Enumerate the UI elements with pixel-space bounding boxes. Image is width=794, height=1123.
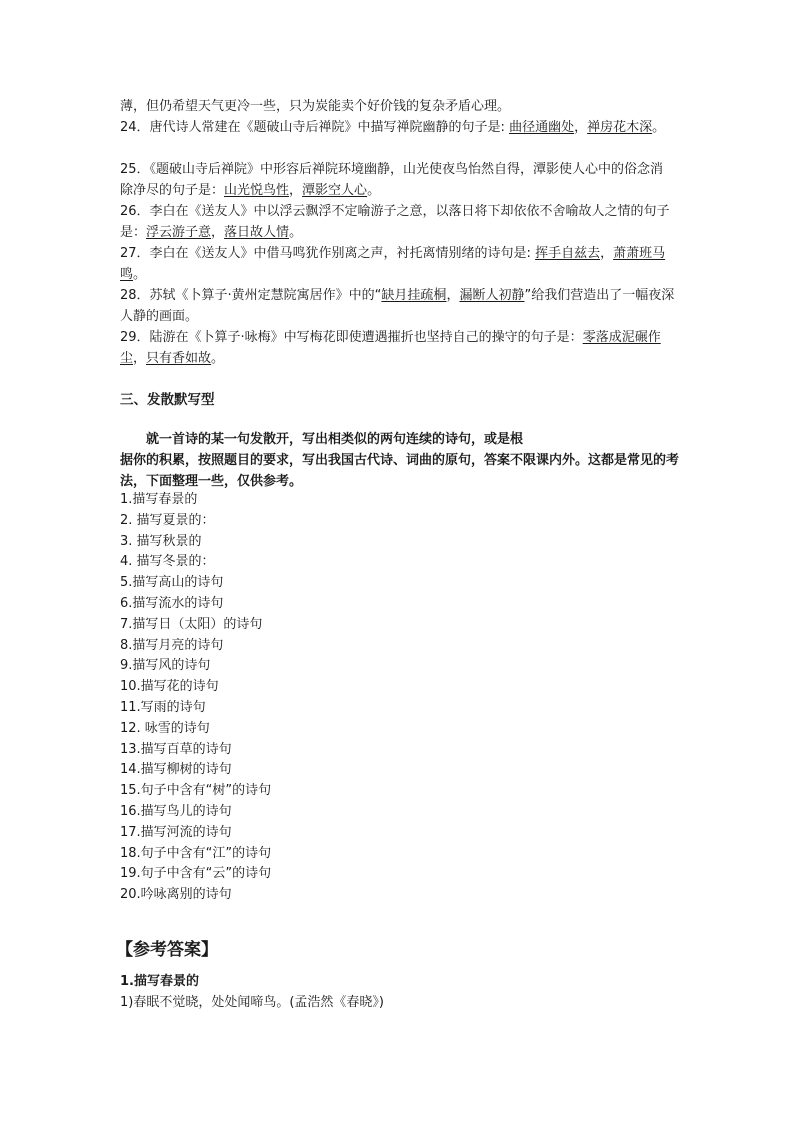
question-end: ”给我们营造出了一幅夜深人静的画面。 — [120, 288, 675, 324]
question-text: 25．《题破山寺后禅院》中形容后禅院环境幽静，山光使夜鸟怡然自得，潭影使人心中的俗念消除净尽的句子是： — [120, 162, 664, 198]
list-item: 5.描写高山的诗句 — [120, 575, 224, 591]
separator: ， — [289, 183, 303, 198]
separator: ， — [133, 351, 147, 366]
section-intro — [120, 429, 680, 492]
question-27 — [120, 243, 676, 285]
list-item: 2. 描写夏景的： — [120, 512, 215, 528]
question-end: 。 — [211, 351, 225, 366]
answer-underlined-2: 潭影空人心 — [302, 183, 368, 198]
list-item: 6.描写流水的诗句 — [120, 595, 224, 611]
question-text: 28．苏轼《卜算子·黄州定慧院寓居作》中的“ — [120, 288, 382, 303]
answer-underlined-1: 曲径通幽处 — [509, 120, 575, 135]
question-end: 。 — [133, 267, 147, 282]
separator: ， — [574, 120, 588, 135]
separator: ， — [600, 246, 614, 261]
list-item: 19.句子中含有“云”的诗句 — [120, 866, 272, 882]
list-item: 20.吟咏离别的诗句 — [120, 887, 232, 903]
answer-underlined-2: 漏断人初静 — [459, 288, 525, 303]
answer-underlined-1: 挥手自兹去 — [535, 246, 601, 261]
list-item: 8.描写月亮的诗句 — [120, 637, 224, 653]
line-text: 薄，但仍希望天气更冷一些，只为炭能卖个好价钱的复杂矛盾心理。 — [120, 99, 511, 114]
answer-underlined-2: 只有香如故 — [146, 351, 212, 366]
topic-list — [120, 490, 520, 906]
list-item: 13.描写百草的诗句 — [120, 741, 232, 757]
answer-subheading: 1.描写春景的 — [120, 974, 199, 989]
answers-heading: 【参考答案】 — [116, 940, 218, 960]
list-item: 12. 咏雪的诗句 — [120, 720, 210, 736]
answer-underlined-1: 缺月挂疏桐 — [381, 288, 447, 303]
separator: ， — [211, 225, 225, 240]
list-item: 9.描写风的诗句 — [120, 658, 211, 674]
list-item: 15.句子中含有“树”的诗句 — [120, 783, 272, 799]
question-25 — [120, 159, 676, 201]
list-item: 7.描写日（太阳）的诗句 — [120, 616, 263, 632]
answer-underlined-2: 萧萧班马鸣 — [120, 246, 666, 282]
answer-underlined-1: 浮云游子意 — [146, 225, 212, 240]
question-29 — [120, 327, 676, 369]
text-line-23-cont — [120, 96, 676, 117]
list-item: 10.描写花的诗句 — [120, 679, 219, 695]
answer-line: 1)春眠不觉晓，处处闻啼鸟。(孟浩然《春晓》) — [120, 995, 384, 1010]
list-item: 4. 描写冬景的： — [120, 554, 215, 570]
question-28 — [120, 285, 676, 327]
question-end: 。 — [289, 225, 303, 240]
question-text: 26．李白在《送友人》中以浮云飘浮不定喻游子之意，以落日将下却依依不舍喻故人之情的句子是： — [120, 204, 670, 240]
list-item: 11.写雨的诗句 — [120, 699, 206, 715]
intro-first-line: 就一首诗的某一句发散开，写出相类似的两句连续的诗句，或是根 — [146, 432, 524, 447]
list-item: 17.描写河流的诗句 — [120, 824, 232, 840]
question-24 — [120, 117, 676, 138]
answer-underlined-1: 零落成泥碾作尘 — [120, 330, 661, 366]
separator: ， — [446, 288, 460, 303]
question-text: 24．唐代诗人常建在《题破山寺后禅院》中描写禅院幽静的句子是: — [120, 120, 510, 135]
question-26 — [120, 201, 676, 243]
answer-underlined-1: 山光悦鸟性 — [224, 183, 290, 198]
list-item: 18.句子中含有“江”的诗句 — [120, 845, 272, 861]
answer-underlined-2: 落日故人情 — [224, 225, 290, 240]
section-heading: 三、发散默写型 — [120, 392, 215, 408]
list-item: 16.描写鸟儿的诗句 — [120, 803, 232, 819]
question-text: 29．陆游在《卜算子·咏梅》中写梅花即使遭遇摧折也坚持自己的操守的句子是： — [120, 330, 583, 345]
answer-underlined-2: 禅房花木深 — [587, 120, 653, 135]
intro-rest: 据你的积累，按照题目的要求，写出我国古代诗、词曲的原句，答案不限课内外。这都是常见的考法，下面整理一些，仅供参考。 — [120, 453, 680, 489]
question-text: 27．李白在《送友人》中借马鸣犹作别离之声，衬托离情别绪的诗句是: — [120, 246, 536, 261]
list-item: 1.描写春景的 — [120, 492, 198, 507]
list-item: 14.描写柳树的诗句 — [120, 762, 232, 778]
question-end: 。 — [652, 120, 666, 135]
question-end: 。 — [367, 183, 381, 198]
list-item: 3. 描写秋景的 — [120, 533, 202, 549]
